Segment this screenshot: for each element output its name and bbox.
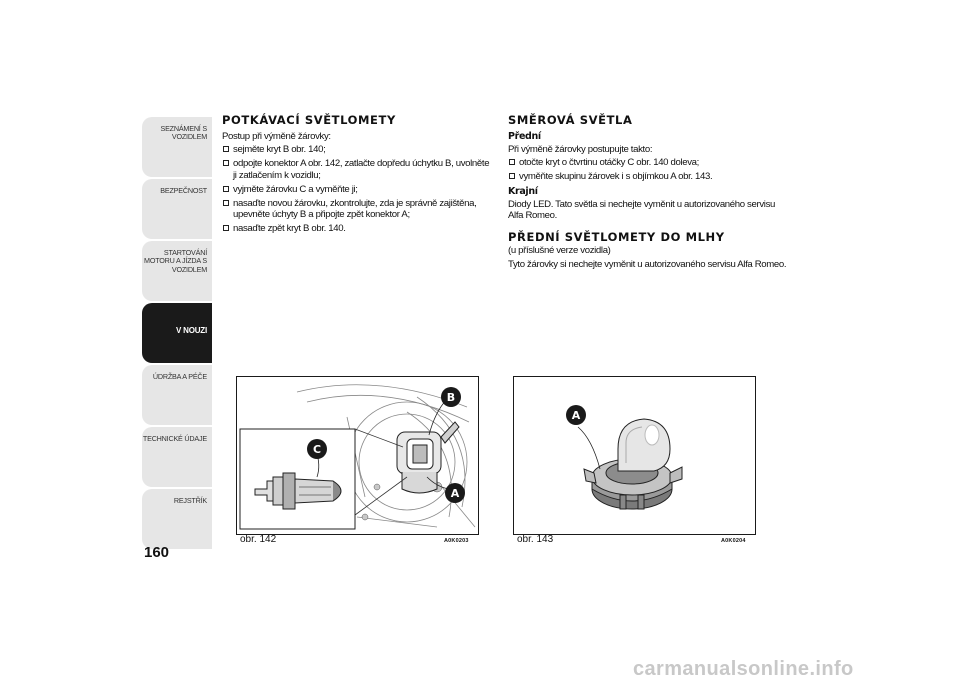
tab-label: SEZNÁMENÍ S VOZIDLEM [160,124,207,142]
tab-udrzba[interactable] [142,365,212,425]
list-item: vyjměte žárovku C a vyměňte ji; [222,184,492,195]
tab-label: ÚDRŽBA A PÉČE [152,372,207,381]
side-text: Diody LED. Tato světla si nechejte vyměnit u autorizovaného servisu Alfa Romeo. [508,198,775,221]
tab-rejstrik[interactable] [142,489,212,549]
label-a: A [571,409,581,422]
figure-code: A0K0204 [721,538,746,544]
watermark: carmanualsonline.info [633,658,854,680]
tab-technicke-udaje[interactable] [142,427,212,487]
figure-code: A0K0203 [444,538,469,544]
list-item: sejměte kryt B obr. 140; [222,144,492,155]
section-heading: SMĚROVÁ SVĚTLA [508,113,633,127]
figure-142 [236,376,479,535]
list-item: odpojte konektor A obr. 142, zatlačte dopředu úchytku B, uvolněte ji zatlačením k vozidlu; [222,158,492,180]
page-number: 160 [144,544,170,561]
subheading-front: Přední [508,131,541,142]
list-item: nasaďte novou žárovku, zkontrolujte, zda je správně zajištěna, upevněte úchyty B a připojte zpět konektor A; [222,198,492,220]
label-c: C [312,443,322,456]
fog-text: Tyto žárovky si nechejte vyměnit u autorizovaného servisu Alfa Romeo. [508,259,787,271]
tab-label: TECHNICKÉ ÚDAJE [142,434,207,443]
figure-143 [513,376,756,535]
low-beam-section [222,113,492,238]
tab-label: V NOUZI [175,326,207,335]
list-item: vyměňte skupinu žárovek i s objímkou A obr. 143. [508,171,793,182]
steps-list [508,157,793,182]
fog-subtitle: (u příslušné verze vozidla) [508,245,611,257]
intro-text: Při výměně žárovky postupujte takto: [508,144,653,155]
figure-caption: obr. 143 [517,534,554,545]
label-b: B [446,391,456,404]
section-heading: POTKÁVACÍ SVĚTLOMETY [222,113,396,127]
tab-label: BEZPEČNOST [160,186,207,195]
figure-caption: obr. 142 [240,534,277,545]
tab-label: REJSTŘÍK [173,496,207,505]
subheading-side: Krajní [508,185,538,197]
turn-signal-bulb-illustration [514,377,755,534]
label-a: A [450,487,460,500]
intro-text: Postup při výměně žárovky: [222,131,331,142]
turn-signal-section [508,113,793,270]
tab-bezpecnost[interactable] [142,179,212,239]
list-item: nasaďte zpět kryt B obr. 140. [222,223,492,234]
tab-seznameni[interactable] [142,117,212,177]
tab-label: STARTOVÁNÍ MOTORU A JÍZDA S VOZIDLEM [144,248,207,274]
steps-list [222,144,492,234]
tab-v-nouzi[interactable] [142,303,212,363]
headlamp-bulb-illustration [237,377,478,534]
fog-heading: PŘEDNÍ SVĚTLOMETY DO MLHY [508,230,725,245]
list-item: otočte kryt o čtvrtinu otáčky C obr. 140 doleva; [508,157,793,168]
tab-startovani[interactable] [142,241,212,301]
